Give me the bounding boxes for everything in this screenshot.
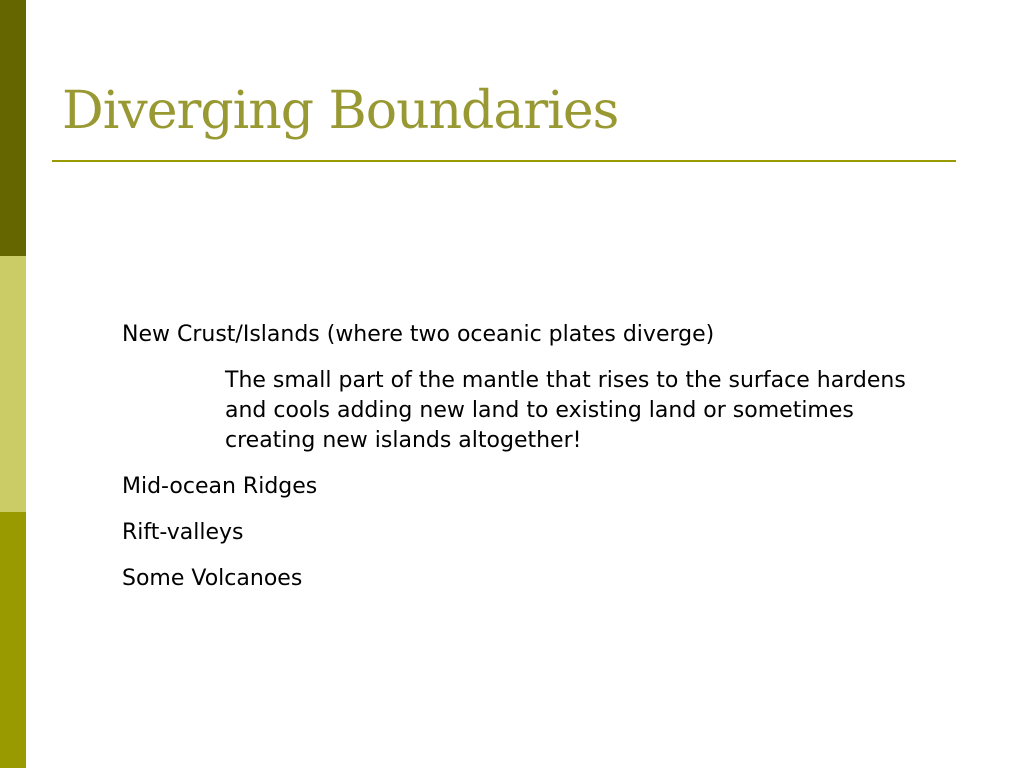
side-bar-bottom	[0, 512, 26, 768]
title-underline	[52, 160, 956, 162]
bullet-new-crust-detail: The small part of the mantle that rises to the surface hardens and cools adding new land to existing land or sometimes creating new islands altogether!	[225, 368, 906, 453]
slide-title: Diverging Boundaries	[62, 81, 619, 141]
bullet-new-crust: New Crust/Islands (where two oceanic plates diverge)	[122, 322, 715, 347]
bullet-mid-ocean: Mid-ocean Ridges	[122, 474, 318, 499]
side-bar-top	[0, 0, 26, 256]
side-bar-middle	[0, 256, 26, 512]
slide-body	[122, 320, 942, 610]
bullet-rift: Rift-valleys	[122, 520, 244, 545]
bullet-volcanoes: Some Volcanoes	[122, 566, 303, 591]
